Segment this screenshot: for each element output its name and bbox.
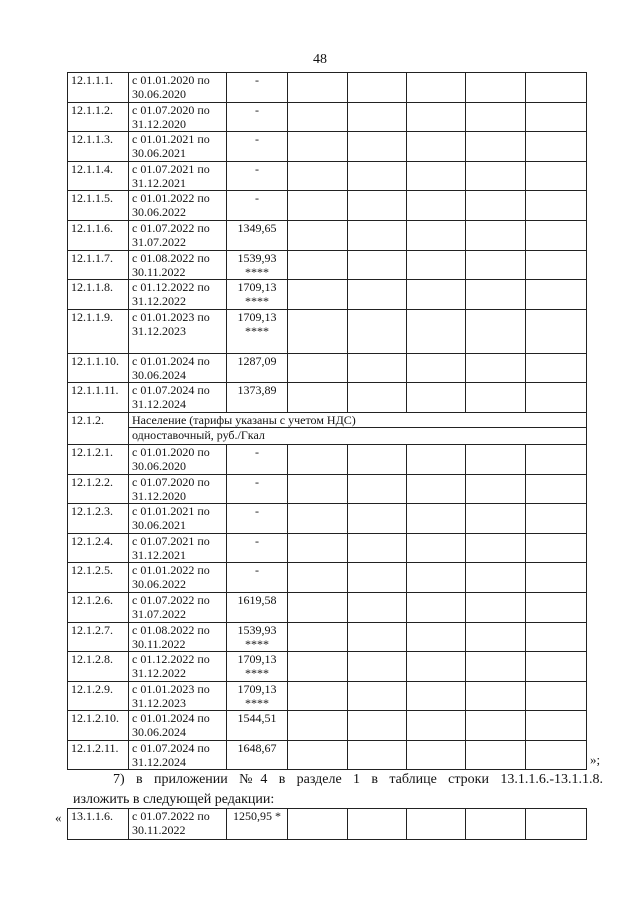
empty-cell: [526, 533, 587, 563]
row-period: с 01.07.2022 по 31.07.2022: [129, 220, 227, 250]
empty-cell: [348, 73, 407, 103]
empty-cell: [466, 220, 526, 250]
empty-cell: [288, 592, 348, 622]
empty-cell: [526, 353, 587, 383]
empty-cell: [407, 740, 466, 770]
empty-cell: [348, 102, 407, 132]
empty-cell: [526, 504, 587, 534]
empty-cell: [466, 652, 526, 682]
group-title: Население (тарифы указаны с учетом НДС): [129, 412, 587, 427]
row-tariff-value: 1648,67: [227, 740, 288, 770]
row-number: 12.1.1.9.: [68, 309, 129, 353]
empty-cell: [407, 102, 466, 132]
empty-cell: [288, 102, 348, 132]
empty-cell: [466, 280, 526, 310]
row-number: 12.1.1.8.: [68, 280, 129, 310]
row-tariff-value: 1539,93 ****: [227, 622, 288, 652]
empty-cell: [466, 309, 526, 353]
empty-cell: [526, 280, 587, 310]
empty-cell: [348, 740, 407, 770]
row-period: с 01.07.2021 по 31.12.2021: [129, 533, 227, 563]
row-period: с 01.01.2024 по 30.06.2024: [129, 353, 227, 383]
empty-cell: [526, 383, 587, 413]
empty-cell: [348, 444, 407, 474]
group-subheader-row: [68, 427, 587, 444]
row-period: с 01.01.2023 по 31.12.2023: [129, 681, 227, 711]
table-row: [68, 504, 587, 534]
row-tariff-value: -: [227, 533, 288, 563]
row-tariff-value: 1709,13 ****: [227, 280, 288, 310]
empty-cell: [526, 681, 587, 711]
empty-cell: [348, 474, 407, 504]
empty-cell: [526, 652, 587, 682]
empty-cell: [407, 280, 466, 310]
table-row: [68, 280, 587, 310]
empty-cell: [348, 309, 407, 353]
row-number: 12.1.2.9.: [68, 681, 129, 711]
table-row: [68, 383, 587, 413]
empty-cell: [466, 563, 526, 593]
row-tariff-value: 1709,13 ****: [227, 681, 288, 711]
row-number: 12.1.2.5.: [68, 563, 129, 593]
row-period: с 01.01.2021 по 30.06.2021: [129, 504, 227, 534]
row-tariff-value: 1287,09: [227, 353, 288, 383]
empty-cell: [466, 533, 526, 563]
row-tariff-value: -: [227, 161, 288, 191]
empty-cell: [288, 681, 348, 711]
instruction-paragraph-line1: 7) в приложении №4 в разделе 1 в таблице строки 13.1.1.6.-13.1.1.8.: [113, 772, 603, 787]
empty-cell: [288, 353, 348, 383]
row-period: с 01.08.2022 по 30.11.2022: [129, 250, 227, 280]
row-number: 12.1.2.8.: [68, 652, 129, 682]
row-number: 12.1.1.10.: [68, 353, 129, 383]
empty-cell: [288, 740, 348, 770]
empty-cell: [526, 250, 587, 280]
empty-cell: [348, 809, 407, 840]
row-tariff-value: 1709,13 ****: [227, 652, 288, 682]
row-number: 12.1.2.11.: [68, 740, 129, 770]
empty-cell: [466, 444, 526, 474]
empty-cell: [288, 504, 348, 534]
table-row: [68, 250, 587, 280]
row-tariff-value: -: [227, 102, 288, 132]
table-row: [68, 73, 587, 103]
group-number: 12.1.2.: [68, 412, 129, 444]
empty-cell: [407, 191, 466, 221]
row-tariff-value: 1544,51: [227, 711, 288, 741]
row-period: с 01.01.2023 по 31.12.2023: [129, 309, 227, 353]
row-period: с 01.01.2021 по 30.06.2021: [129, 132, 227, 162]
row-number: 12.1.2.3.: [68, 504, 129, 534]
empty-cell: [407, 563, 466, 593]
empty-cell: [526, 809, 587, 840]
empty-cell: [288, 73, 348, 103]
empty-cell: [407, 132, 466, 162]
row-period: с 01.07.2024 по 31.12.2024: [129, 740, 227, 770]
empty-cell: [407, 681, 466, 711]
row-period: с 01.01.2022 по 30.06.2022: [129, 563, 227, 593]
row-tariff-value: 1349,65: [227, 220, 288, 250]
empty-cell: [466, 504, 526, 534]
row-number: 12.1.2.6.: [68, 592, 129, 622]
table-row: [68, 220, 587, 250]
empty-cell: [526, 622, 587, 652]
empty-cell: [407, 220, 466, 250]
empty-cell: [407, 353, 466, 383]
empty-cell: [526, 309, 587, 353]
empty-cell: [526, 220, 587, 250]
empty-cell: [407, 711, 466, 741]
empty-cell: [407, 161, 466, 191]
row-tariff-value: 1250,95 *: [227, 809, 288, 840]
row-period: с 01.01.2024 по 30.06.2024: [129, 711, 227, 741]
row-tariff-value: -: [227, 132, 288, 162]
empty-cell: [466, 191, 526, 221]
empty-cell: [348, 220, 407, 250]
replacement-table: [67, 808, 587, 840]
table-end-mark: »;: [590, 752, 601, 767]
table-row: [68, 474, 587, 504]
empty-cell: [466, 383, 526, 413]
row-tariff-value: -: [227, 504, 288, 534]
table-row: [68, 132, 587, 162]
row-period: с 01.01.2020 по 30.06.2020: [129, 444, 227, 474]
empty-cell: [288, 220, 348, 250]
empty-cell: [466, 809, 526, 840]
table-row: [68, 353, 587, 383]
empty-cell: [407, 309, 466, 353]
group-header-row: [68, 412, 587, 427]
row-number: 12.1.2.7.: [68, 622, 129, 652]
empty-cell: [407, 622, 466, 652]
empty-cell: [348, 504, 407, 534]
table-row: [68, 622, 587, 652]
empty-cell: [288, 652, 348, 682]
empty-cell: [348, 353, 407, 383]
empty-cell: [466, 474, 526, 504]
empty-cell: [288, 711, 348, 741]
empty-cell: [526, 73, 587, 103]
row-tariff-value: -: [227, 73, 288, 103]
empty-cell: [288, 809, 348, 840]
empty-cell: [348, 711, 407, 741]
table-row: [68, 191, 587, 221]
empty-cell: [526, 711, 587, 741]
empty-cell: [288, 191, 348, 221]
empty-cell: [407, 383, 466, 413]
empty-cell: [466, 622, 526, 652]
empty-cell: [407, 474, 466, 504]
empty-cell: [288, 533, 348, 563]
empty-cell: [348, 652, 407, 682]
empty-cell: [348, 622, 407, 652]
empty-cell: [526, 191, 587, 221]
empty-cell: [288, 309, 348, 353]
empty-cell: [526, 161, 587, 191]
row-tariff-value: -: [227, 563, 288, 593]
row-period: с 01.01.2020 по 30.06.2020: [129, 73, 227, 103]
row-tariff-value: 1619,58: [227, 592, 288, 622]
empty-cell: [466, 711, 526, 741]
empty-cell: [466, 161, 526, 191]
row-period: с 01.01.2022 по 30.06.2022: [129, 191, 227, 221]
row-period: с 01.12.2022 по 31.12.2022: [129, 280, 227, 310]
empty-cell: [288, 474, 348, 504]
empty-cell: [348, 132, 407, 162]
empty-cell: [288, 280, 348, 310]
empty-cell: [348, 533, 407, 563]
empty-cell: [466, 353, 526, 383]
row-period: с 01.07.2024 по 31.12.2024: [129, 383, 227, 413]
empty-cell: [348, 563, 407, 593]
empty-cell: [288, 622, 348, 652]
row-number: 13.1.1.6.: [68, 809, 129, 840]
table-row: [68, 444, 587, 474]
empty-cell: [288, 383, 348, 413]
empty-cell: [466, 250, 526, 280]
row-period: с 01.07.2020 по 31.12.2020: [129, 474, 227, 504]
tariff-table: [67, 72, 587, 770]
empty-cell: [407, 444, 466, 474]
empty-cell: [466, 132, 526, 162]
page-number: 48: [313, 52, 327, 67]
empty-cell: [526, 444, 587, 474]
empty-cell: [288, 250, 348, 280]
row-number: 12.1.1.6.: [68, 220, 129, 250]
empty-cell: [407, 592, 466, 622]
row-tariff-value: 1539,93 ****: [227, 250, 288, 280]
table-row: [68, 563, 587, 593]
empty-cell: [466, 740, 526, 770]
row-number: 12.1.1.7.: [68, 250, 129, 280]
empty-cell: [466, 102, 526, 132]
row-number: 12.1.2.2.: [68, 474, 129, 504]
row-number: 12.1.1.1.: [68, 73, 129, 103]
row-number: 12.1.1.2.: [68, 102, 129, 132]
table-row: [68, 711, 587, 741]
table-row: [68, 652, 587, 682]
table-row: [68, 102, 587, 132]
empty-cell: [407, 250, 466, 280]
empty-cell: [348, 250, 407, 280]
quote-open-mark: «: [55, 810, 62, 825]
table-row: [68, 809, 587, 840]
row-tariff-value: -: [227, 474, 288, 504]
row-tariff-value: 1373,89: [227, 383, 288, 413]
empty-cell: [288, 132, 348, 162]
empty-cell: [348, 681, 407, 711]
table-row: [68, 533, 587, 563]
row-period: с 01.12.2022 по 31.12.2022: [129, 652, 227, 682]
empty-cell: [526, 132, 587, 162]
row-number: 12.1.2.1.: [68, 444, 129, 474]
empty-cell: [348, 161, 407, 191]
row-number: 12.1.2.10.: [68, 711, 129, 741]
empty-cell: [288, 444, 348, 474]
table-row: [68, 592, 587, 622]
instruction-paragraph-line2: изложить в следующей редакции:: [73, 792, 275, 807]
empty-cell: [407, 652, 466, 682]
table-row: [68, 681, 587, 711]
row-period: с 01.07.2021 по 31.12.2021: [129, 161, 227, 191]
row-tariff-value: 1709,13 ****: [227, 309, 288, 353]
empty-cell: [407, 504, 466, 534]
row-tariff-value: -: [227, 444, 288, 474]
empty-cell: [466, 73, 526, 103]
row-number: 12.1.1.3.: [68, 132, 129, 162]
row-period: с 01.07.2022 по 30.11.2022: [129, 809, 227, 840]
empty-cell: [348, 383, 407, 413]
empty-cell: [348, 592, 407, 622]
empty-cell: [407, 533, 466, 563]
row-period: с 01.07.2020 по 31.12.2020: [129, 102, 227, 132]
empty-cell: [526, 592, 587, 622]
row-number: 12.1.2.4.: [68, 533, 129, 563]
table-row: [68, 161, 587, 191]
group-subtitle: одноставочный, руб./Гкал: [129, 427, 587, 444]
empty-cell: [526, 474, 587, 504]
empty-cell: [288, 563, 348, 593]
empty-cell: [407, 73, 466, 103]
empty-cell: [407, 809, 466, 840]
empty-cell: [466, 681, 526, 711]
row-tariff-value: -: [227, 191, 288, 221]
row-number: 12.1.1.11.: [68, 383, 129, 413]
empty-cell: [466, 592, 526, 622]
empty-cell: [526, 102, 587, 132]
row-number: 12.1.1.5.: [68, 191, 129, 221]
row-period: с 01.08.2022 по 30.11.2022: [129, 622, 227, 652]
table-row: [68, 740, 587, 770]
empty-cell: [526, 740, 587, 770]
row-period: с 01.07.2022 по 31.07.2022: [129, 592, 227, 622]
empty-cell: [348, 280, 407, 310]
row-number: 12.1.1.4.: [68, 161, 129, 191]
table-row: [68, 309, 587, 353]
empty-cell: [288, 161, 348, 191]
empty-cell: [348, 191, 407, 221]
empty-cell: [526, 563, 587, 593]
